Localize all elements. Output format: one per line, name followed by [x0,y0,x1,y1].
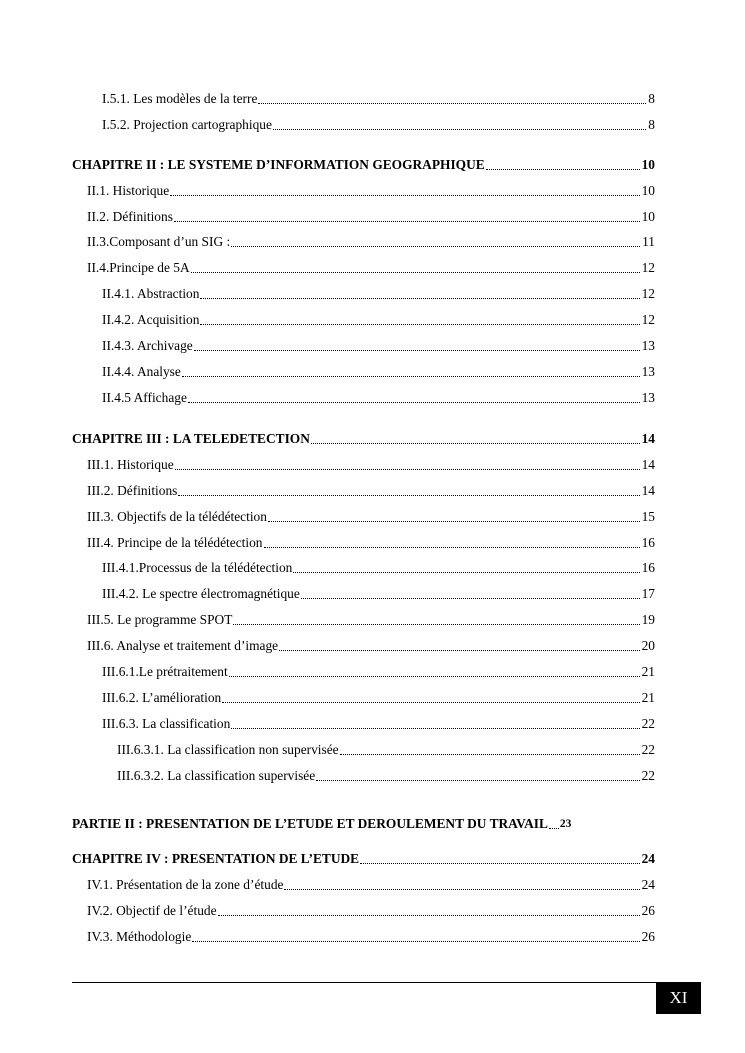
toc-entry-page: 17 [641,586,655,601]
dot-leader [279,649,639,651]
toc-heading[interactable] [72,155,655,173]
toc-entry[interactable] [87,533,655,551]
toc-entry-title: IV.2. Objectif de l’étude [87,903,217,918]
toc-entry-title: III.6.1.Le prétraitement [102,664,228,679]
toc-entry-title: III.6.3.2. La classification supervisée [117,768,316,783]
toc-entry-page: 26 [641,903,655,918]
dot-leader [311,442,640,444]
dot-leader [231,727,639,729]
toc-entry-title: CHAPITRE IV : PRESENTATION DE L’ETUDE [72,851,360,866]
toc-entry-title: III.4.1.Processus de la télédétection [102,560,293,575]
toc-entry-page: 10 [641,209,655,224]
dot-leader [486,168,640,170]
dot-leader [293,571,639,573]
toc-entry-title: II.4.2. Acquisition [102,312,200,327]
toc-entry-page: 20 [641,638,655,653]
toc-entry[interactable] [87,875,655,893]
dot-leader [229,675,640,677]
toc-entry-title: II.3.Composant d’un SIG : [87,234,231,249]
toc-entry-title: II.2. Définitions [87,209,173,224]
toc-entry-page: 22 [641,768,655,783]
dot-leader [268,520,640,522]
toc-entry[interactable] [102,89,655,107]
toc-heading[interactable] [72,814,655,832]
toc-entry-page: 12 [641,286,655,301]
toc-entry-page: 16 [641,535,655,550]
toc-entry-title: II.4.3. Archivage [102,338,193,353]
dot-leader [233,623,639,625]
toc-entry-title: II.4.1. Abstraction [102,286,200,301]
dot-leader [175,468,640,470]
toc-entry-page: 24 [641,877,655,892]
toc-entry-page: 26 [641,929,655,944]
toc-entry[interactable] [87,481,655,499]
toc-entry-title: PARTIE II : PRESENTATION DE L’ETUDE ET DEROULEMENT DU TRAVAIL [72,816,548,831]
dot-leader [264,546,640,548]
toc-entry-page: 22 [641,716,655,731]
dot-leader [231,245,640,247]
toc-entry-title: CHAPITRE II : LE SYSTEME D’INFORMATION GEOGRAPHIQUE [72,157,485,172]
dot-leader [194,349,640,351]
toc-entry-page: 14 [641,483,655,498]
toc-entry[interactable] [102,362,655,380]
toc-entry[interactable] [117,740,655,758]
toc-entry-title: IV.1. Présentation de la zone d’étude [87,877,284,892]
dot-leader [222,701,639,703]
toc-entry[interactable] [102,714,655,732]
dot-leader [301,597,640,599]
toc-entry-title: II.4.5 Affichage [102,390,187,405]
toc-entry[interactable] [87,636,655,654]
dot-leader [200,297,639,299]
toc-entry-page: 10 [641,183,655,198]
toc-entry-page: 13 [641,390,655,405]
dot-leader [191,271,640,273]
toc-entry[interactable] [87,181,655,199]
toc-entry[interactable] [102,558,655,576]
toc-entry-page: 14 [641,431,655,446]
toc-entry[interactable] [102,310,655,328]
toc-entry-page: 13 [641,364,655,379]
toc-entry-page: 16 [641,560,655,575]
dot-leader [182,375,640,377]
toc-entry-title: I.5.2. Projection cartographique [102,117,272,132]
toc-entry[interactable] [102,662,655,680]
toc-entry-title: III.6.2. L’amélioration [102,690,222,705]
toc-entry-title: III.1. Historique [87,457,174,472]
toc-entry-title: III.2. Définitions [87,483,178,498]
dot-leader [316,779,639,781]
toc-entry[interactable] [87,507,655,525]
dot-leader [218,914,640,916]
toc-entry-title: III.5. Le programme SPOT [87,612,233,627]
toc-entry-page: 19 [641,612,655,627]
toc-entry-page: 23 [559,818,572,830]
dot-leader [549,827,559,829]
toc-entry-title: III.4.2. Le spectre électromagnétique [102,586,300,601]
toc-entry-title: III.6.3.1. La classification non supervisée [117,742,339,757]
toc-entry[interactable] [102,584,655,602]
toc-entry-page: 21 [641,664,655,679]
dot-leader [178,494,639,496]
toc-entry-page: 8 [648,117,655,132]
toc-entry-title: IV.3. Méthodologie [87,929,192,944]
toc-heading[interactable] [72,849,655,867]
toc-entry-title: III.3. Objectifs de la télédétection [87,509,267,524]
toc-entry-title: II.1. Historique [87,183,170,198]
toc-entry-page: 22 [641,742,655,757]
toc-entry-page: 15 [641,509,655,524]
toc-entry[interactable] [87,901,655,919]
dot-leader [192,940,639,942]
toc-entry[interactable] [87,258,655,276]
toc-entry[interactable] [87,927,655,945]
toc-entry-page: 12 [641,312,655,327]
toc-entry[interactable] [102,115,655,133]
toc-entry-title: I.5.1. Les modèles de la terre [102,91,258,106]
toc-entry-title: III.4. Principe de la télédétection [87,535,263,550]
dot-leader [174,220,640,222]
toc-entry-title: III.6.3. La classification [102,716,231,731]
toc-entry-page: 8 [648,91,655,106]
toc-entry-page: 24 [641,851,655,866]
toc-entry-page: 11 [642,234,655,249]
toc-entry-page: 21 [641,690,655,705]
toc-entry[interactable] [102,284,655,302]
toc-entry[interactable] [102,388,655,406]
toc-entry[interactable] [87,207,655,225]
toc-entry-page: 12 [641,260,655,275]
toc-entry-title: CHAPITRE III : LA TELEDETECTION [72,431,310,446]
toc-entry-title: II.4.4. Analyse [102,364,181,379]
toc-entry[interactable] [87,610,655,628]
toc-entry[interactable] [102,336,655,354]
toc-entry-title: III.6. Analyse et traitement d’image [87,638,279,653]
dot-leader [273,128,646,130]
dot-leader [258,102,646,104]
toc-heading[interactable] [72,429,655,447]
toc-entry[interactable] [102,688,655,706]
toc-entry[interactable] [117,766,655,784]
toc-entry[interactable] [87,232,655,250]
dot-leader [340,753,640,755]
footer-rule [72,982,657,983]
page-number-badge: XI [656,982,701,1014]
dot-leader [360,862,640,864]
dot-leader [200,323,639,325]
toc-entry-page: 13 [641,338,655,353]
dot-leader [170,194,639,196]
dot-leader [284,888,639,890]
toc-entry-page: 14 [641,457,655,472]
toc-entry-title: II.4.Principe de 5A [87,260,190,275]
toc-entry[interactable] [87,455,655,473]
toc-entry-page: 10 [641,157,655,172]
dot-leader [188,401,640,403]
